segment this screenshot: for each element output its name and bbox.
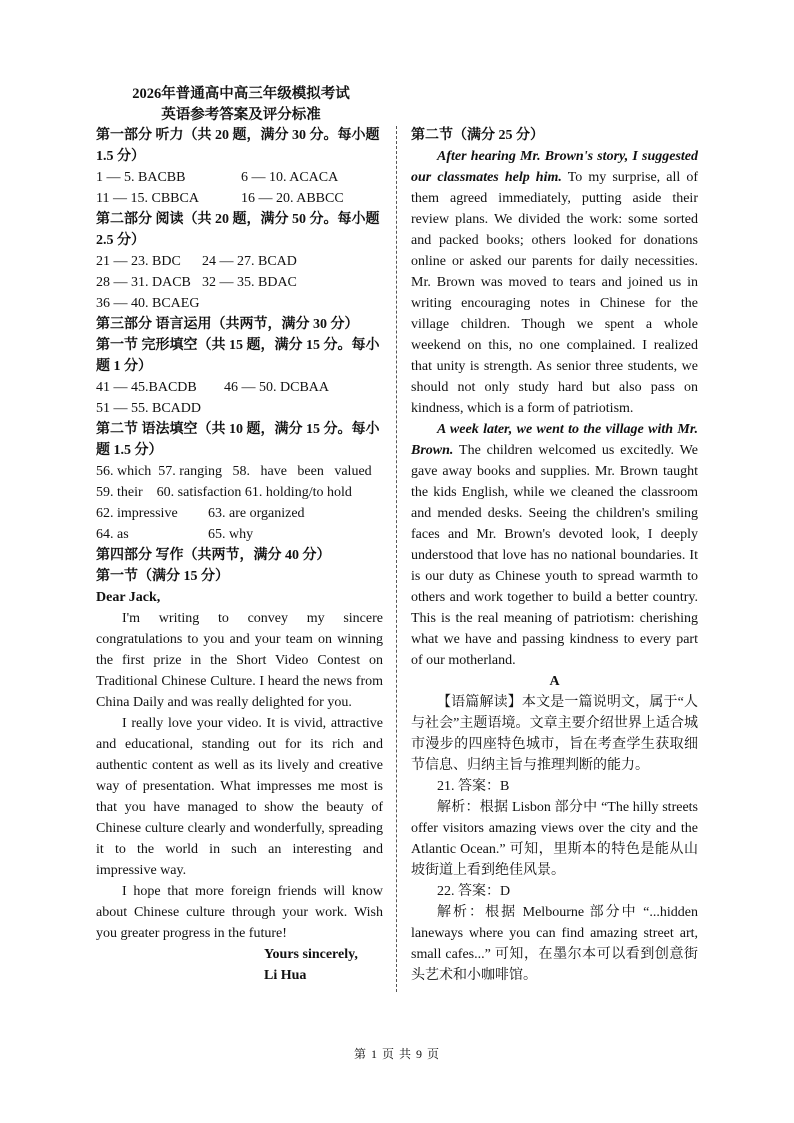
letter-greeting: Dear Jack,: [96, 590, 161, 605]
column-divider: [396, 126, 397, 992]
answer-row: [96, 272, 383, 293]
section2-heading: 第二节 语法填空（共 10 题，满分 15 分。每小: [96, 422, 380, 437]
part3-heading: 第三部分 语言运用（共两节，满分 30 分）: [96, 317, 359, 332]
letter-signature: Li Hua: [264, 968, 307, 983]
answer-group: 21 — 23. BDC: [96, 254, 181, 269]
part1-heading: 第一部分 听力（共 20 题，满分 30 分。每小题: [96, 128, 380, 143]
page-number: 第 1 页 共 9 页: [353, 1047, 440, 1061]
passage-intro: 【语篇解读】本文是一篇说明文，属于“人与社会”主题语境。文章主要介绍世界上适合城市漫步的四座特色城市，旨在考查学生获取细节信息、归纳主旨与推理判断的能力。: [411, 695, 698, 773]
reading-analysis: [411, 692, 698, 986]
letter-paragraph: I hope that more foreign friends will know about Chinese culture through your work. Wish you greater progress in the future!: [96, 884, 383, 941]
writing-section1-heading: 第一节（满分 15 分）: [96, 569, 229, 584]
letter-body: [96, 608, 383, 944]
answer-row: [96, 524, 383, 545]
answer-row: [96, 377, 383, 398]
exam-title: 2026年普通高中高三年级模拟考试: [132, 86, 350, 102]
paragraph-body: The children welcomed us excitedly. We gave away books and supplies. Mr. Brown taught the kids English, while we cleaned the classroom and mended desks. Seeing the children's smiling faces and Mr. Brown's devoted look, I deeply understood that love has no national boundaries. It is our duty as Chinese youth to spread warmth to others and work together to build a better country. This is the real meaning of patriotism: cherishing what we have and passing kindness to every part of our motherland.: [411, 443, 698, 668]
answer-group: 6 — 10. ACACA: [241, 170, 339, 185]
section2-heading-cont: 题 1.5 分）: [96, 443, 163, 458]
answer-21: 21. 答案：B: [437, 779, 510, 794]
answer-group: 63. are organized: [208, 506, 305, 521]
answer-group: 1 — 5. BACBB: [96, 170, 186, 185]
answer-group: 65. why: [208, 527, 254, 542]
letter-closing: Yours sincerely,: [264, 947, 358, 962]
answer-group: 11 — 15. CBBCA: [96, 191, 199, 206]
answer-group: 64. as: [96, 527, 129, 542]
answer-group: 24 — 27. BCAD: [202, 254, 297, 269]
left-column: [96, 125, 383, 986]
letter-paragraph: I really love your video. It is vivid, attractive and educational, standing out for its rich and authentic content as well as its lively and creative way of presentation. What impresses me most is that you have managed to show the beauty of Chinese culture clearly and wonderfully, spreading it to the world in such an interesting and impressive way.: [96, 716, 383, 878]
story-paragraph: [411, 146, 698, 419]
part1-heading-cont: 1.5 分）: [96, 149, 145, 164]
answer-row: 59. their 60. satisfaction 61. holding/to hold: [96, 485, 352, 500]
answer-row: [96, 167, 383, 188]
answer-row: [96, 503, 383, 524]
answer-row: [96, 251, 383, 272]
answer-row: 56. which 57. ranging 58. have been valued: [96, 464, 372, 479]
answer-group: 41 — 45.BACDB: [96, 380, 197, 395]
section1-heading: 第一节 完形填空（共 15 题，满分 15 分。每小: [96, 338, 380, 353]
answer-22: 22. 答案：D: [437, 884, 511, 899]
answer-group: 28 — 31. DACB: [96, 275, 191, 290]
answer-row: [96, 188, 383, 209]
answer-row: 51 — 55. BCADD: [96, 401, 202, 416]
answer-row: 36 — 40. BCAEG: [96, 296, 200, 311]
answer-group: 46 — 50. DCBAA: [224, 380, 330, 395]
answer-group: 16 — 20. ABBCC: [241, 191, 344, 206]
answer-group: 32 — 35. BDAC: [202, 275, 297, 290]
answer-group: 62. impressive: [96, 506, 178, 521]
exam-subtitle: 英语参考答案及评分标准: [161, 107, 321, 123]
letter-paragraph: I'm writing to convey my sincere congratulations to you and your team on winning the first prize in the Short Video Contest on Traditional Chinese Culture. I heard the news from China Daily and was really delighted for you.: [96, 611, 383, 710]
continuation-writing: [411, 146, 698, 671]
story-paragraph: [411, 419, 698, 671]
explanation-21: 解析：根据 Lisbon 部分中 “The hilly streets offer visitors amazing views over the city and the Atlantic Ocean.” 可知，里斯本的特色是能从山坡街道上看到绝佳风景。: [411, 800, 698, 878]
paragraph-lead: After hearing Mr. Brown's story, I suggested our classmates help him.: [411, 149, 698, 185]
part2-heading-cont: 2.5 分）: [96, 233, 145, 248]
right-column: [411, 125, 698, 986]
part2-heading: 第二部分 阅读（共 20 题，满分 50 分。每小题: [96, 212, 380, 227]
paragraph-lead: A week later, we went to the village with Mr. Brown.: [411, 422, 698, 458]
explanation-22: 解析：根据 Melbourne 部分中 “...hidden laneways where you can find amazing street art, small cafes...” 可知，在墨尔本可以看到创意街头艺术和小咖啡馆。: [411, 905, 698, 983]
section1-heading-cont: 题 1 分）: [96, 359, 152, 374]
paragraph-body: To my surprise, all of them agreed immediately, putting aside their review plans. We divided the work: some sorted and packed books; others looked for donations online or asked our parents for daily necessities. Mr. Brown was moved to tears and joined us in writing encouraging notes in Chinese for the village children. Though we spent a whole weekend on this, no one complained. I realized that unity is strength. As senior three students, we should not only study hard but also pass on kindness, which is a form of patriotism.: [411, 170, 698, 416]
passage-label: A: [549, 674, 560, 689]
writing-section2-heading: 第二节（满分 25 分）: [411, 128, 544, 143]
part4-heading: 第四部分 写作（共两节，满分 40 分）: [96, 548, 331, 563]
